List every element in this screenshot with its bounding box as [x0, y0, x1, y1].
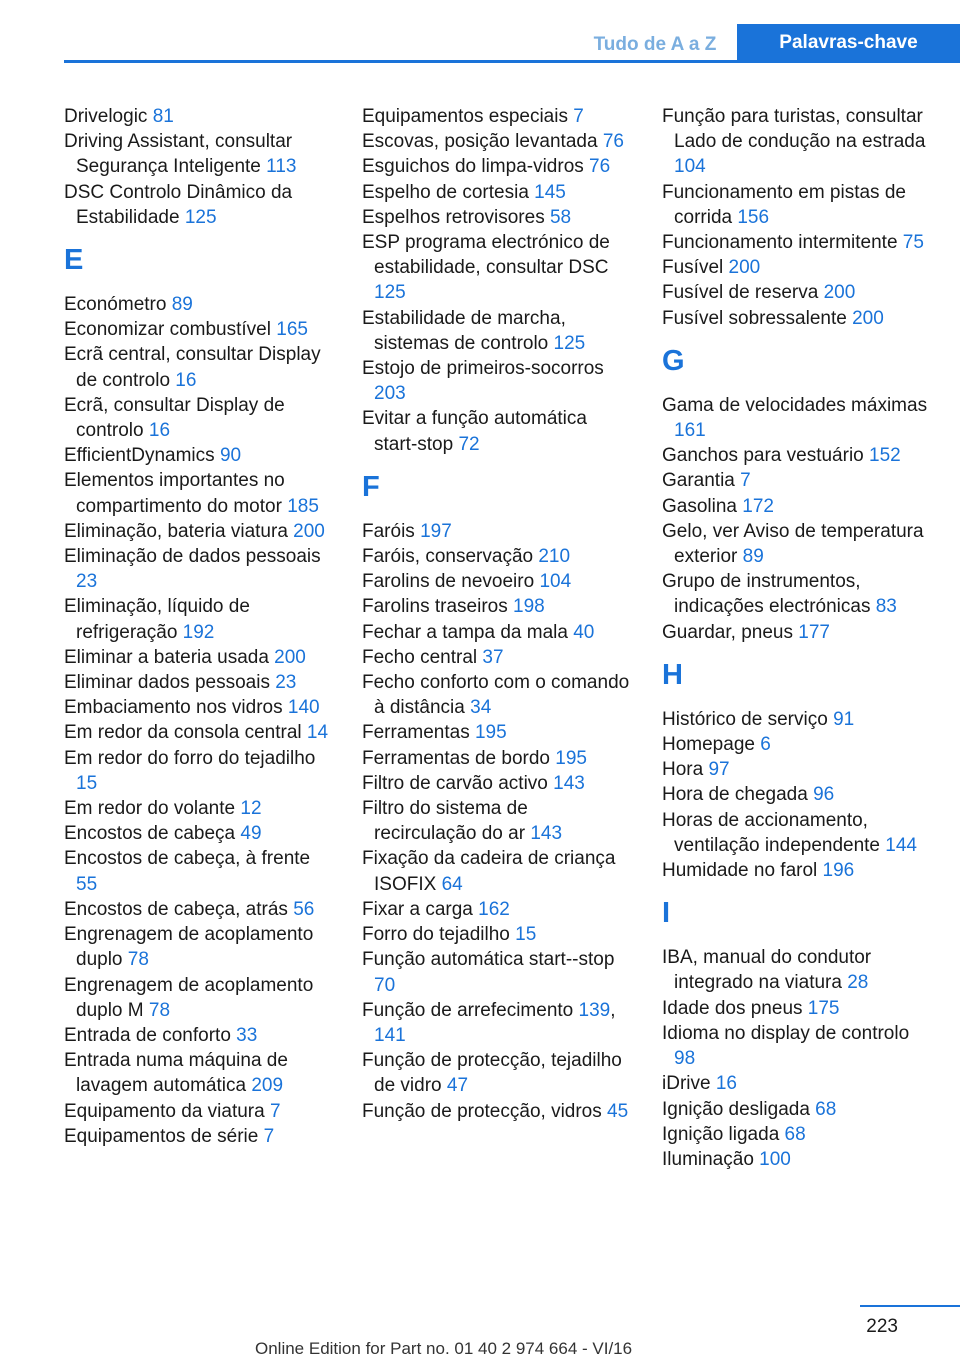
entry-term: Economizar combustível	[64, 319, 271, 341]
index-entry	[662, 1122, 932, 1147]
entry-term: Engrenagem de acoplamento duplo	[64, 924, 314, 971]
entry-term: Ecrã, consultar Display de controlo	[64, 394, 285, 442]
page-link[interactable]: 64	[441, 873, 463, 895]
index-entry	[662, 996, 932, 1021]
page-link[interactable]: 47	[446, 1075, 469, 1097]
index-entry	[64, 645, 334, 670]
footer-rule	[860, 1305, 960, 1307]
page-link[interactable]: 81	[152, 106, 174, 127]
index-entry	[662, 104, 932, 180]
tab-keywords[interactable]: Palavras-chave	[737, 24, 960, 62]
index-entry	[64, 973, 334, 1023]
entry-term: Ignição ligada	[662, 1123, 780, 1145]
page-link[interactable]: 200	[293, 520, 325, 542]
entry-term: Função para turistas, consultar Lado de condução na estrada	[662, 106, 926, 153]
page-link[interactable]: 72	[458, 433, 480, 455]
tab-all-a-to-z[interactable]: Tudo de A a Z	[593, 34, 717, 55]
index-entry	[662, 306, 932, 331]
entry-term: Fixação da cadeira de criança ISOFIX	[362, 848, 616, 895]
page-link[interactable]: 104	[539, 571, 572, 593]
entry-term: Eliminar a bateria usada	[64, 646, 269, 668]
page-link[interactable]: 198	[513, 596, 545, 618]
page-link[interactable]: 7	[573, 106, 584, 127]
entry-term: Funcionamento intermitente	[662, 232, 898, 254]
entry-term: Eliminar dados pessoais	[64, 672, 270, 694]
page-link[interactable]: 195	[474, 722, 507, 744]
entry-term: Ecrã central, consultar Display de controlo	[64, 344, 321, 391]
index-entry	[64, 104, 334, 129]
page-link[interactable]: 68	[815, 1098, 837, 1120]
page-link[interactable]: 75	[902, 232, 924, 254]
index-entry	[662, 1071, 932, 1096]
entry-term: Encostos de cabeça, à frente	[64, 848, 311, 870]
index-entry	[362, 796, 632, 846]
index-entry	[662, 569, 932, 619]
page-link[interactable]: 140	[287, 697, 320, 719]
entry-term: Grupo de instrumentos, indicações electrónicas	[662, 571, 871, 618]
index-entry	[64, 746, 334, 796]
entry-term: Iluminação	[662, 1148, 754, 1170]
page-link[interactable]: 49	[240, 823, 262, 845]
index-entry	[662, 443, 932, 468]
entry-term: Farolins traseiros	[362, 596, 508, 618]
index-entry	[64, 393, 334, 443]
entry-term: Ferramentas	[362, 722, 470, 744]
index-entry	[64, 922, 334, 972]
index-entry	[662, 620, 932, 645]
index-entry	[362, 129, 632, 154]
page-link[interactable]: 16	[148, 420, 171, 442]
page-link[interactable]: 45	[607, 1100, 629, 1122]
page-link[interactable]: 165	[276, 319, 308, 341]
page-link[interactable]: 175	[807, 997, 840, 1019]
page-link[interactable]: 14	[306, 722, 329, 744]
page-link[interactable]: 125	[374, 282, 406, 304]
entry-term: Histórico de serviço	[662, 708, 828, 730]
index-entry	[362, 544, 632, 569]
entry-term: Ignição desligada	[662, 1098, 810, 1120]
entry-term: DSC Controlo Dinâmico da Estabilidade	[64, 181, 293, 228]
section-letter: F	[362, 470, 380, 503]
entry-term: Função automática start--stop	[362, 949, 615, 971]
entry-term: Fecho conforto com o comando à distância	[362, 672, 630, 719]
entry-term: Filtro do sistema de recirculação do ar	[362, 798, 528, 845]
index-entry	[662, 255, 932, 280]
index-entry	[662, 230, 932, 255]
entry-term: Estojo de primeiros-socorros	[362, 358, 604, 380]
index-entry	[64, 720, 334, 745]
entry-term: Faróis	[362, 520, 415, 542]
page-link[interactable]: 97	[708, 759, 730, 781]
index-entry	[64, 519, 334, 544]
page-link[interactable]: 152	[869, 445, 901, 467]
entry-term: Farolins de nevoeiro	[362, 571, 535, 593]
page-link[interactable]: 89	[171, 294, 193, 316]
entry-term: Guardar, pneus	[662, 621, 793, 643]
entry-term: Em redor da consola central	[64, 722, 302, 744]
page-link[interactable]: 16	[715, 1073, 737, 1095]
page-link[interactable]: 37	[482, 646, 504, 668]
entry-term: iDrive	[662, 1073, 711, 1095]
page-link[interactable]: 161	[674, 420, 706, 442]
page-link[interactable]: 76	[602, 131, 624, 153]
page-link[interactable]: 28	[847, 972, 869, 994]
index-entry	[662, 468, 932, 493]
entry-term: Elementos importantes no compartimento do motor	[64, 470, 285, 517]
page-link[interactable]: 96	[813, 784, 835, 806]
entry-term: Forro do tejadilho	[362, 924, 510, 946]
page-link[interactable]: 145	[534, 181, 566, 203]
index-entry	[362, 746, 632, 771]
entry-term: Faróis, conservação	[362, 546, 534, 568]
page-link[interactable]: 172	[742, 495, 774, 517]
page-link[interactable]: 104	[674, 156, 706, 178]
page-link[interactable]: 78	[148, 999, 171, 1021]
entry-term: Entrada numa máquina de lavagem automática	[64, 1050, 288, 1097]
entry-term: Gelo, ver Aviso de temperatura exterior	[662, 520, 924, 568]
index-entry	[64, 594, 334, 644]
index-entry	[64, 317, 334, 342]
page-link[interactable]: 78	[127, 949, 149, 971]
index-entry	[362, 947, 632, 997]
index-entry	[362, 569, 632, 594]
entry-term: Hora de chegada	[662, 784, 808, 806]
index-entry	[362, 771, 632, 796]
page-link[interactable]: 76	[589, 156, 611, 178]
entry-term: Evitar a função automática start-stop	[362, 408, 587, 455]
index-entry	[362, 720, 632, 745]
index-entry	[362, 670, 632, 720]
page-link[interactable]: 100	[759, 1148, 791, 1170]
index-entry	[662, 732, 932, 757]
index-entry	[64, 544, 334, 594]
entry-term: Fusível	[662, 257, 724, 279]
index-entry	[362, 594, 632, 619]
page-link[interactable]: 156	[737, 206, 770, 228]
entry-term: Equipamentos especiais	[362, 106, 568, 127]
page-link[interactable]: 40	[573, 621, 595, 643]
index-entry	[362, 897, 632, 922]
index-entry	[362, 620, 632, 645]
entry-term: Eliminação, bateria viatura	[64, 520, 288, 542]
page-link[interactable]: 68	[784, 1123, 806, 1145]
index-entry	[64, 695, 334, 720]
page-link[interactable]: 125	[184, 206, 217, 228]
index-entry	[662, 858, 932, 883]
entry-term: Equipamentos de série	[64, 1125, 259, 1147]
page-link[interactable]: 209	[251, 1075, 284, 1097]
index-column-1	[64, 104, 334, 1149]
entry-term: Driving Assistant, consultar Segurança Inteligente	[64, 131, 293, 178]
index-entry	[64, 468, 334, 518]
index-entry	[64, 897, 334, 922]
index-entry	[662, 494, 932, 519]
index-entry	[64, 1048, 334, 1098]
index-entry	[362, 922, 632, 947]
entry-term: EfficientDynamics	[64, 445, 215, 467]
entry-term: Encostos de cabeça	[64, 823, 236, 845]
index-entry	[362, 645, 632, 670]
page-link[interactable]: 195	[555, 747, 587, 769]
index-entry	[362, 104, 632, 129]
section-letter: I	[662, 897, 671, 930]
entry-term: Eliminação, líquido de refrigeração	[64, 596, 250, 643]
index-entry	[362, 406, 632, 456]
section-letter: E	[64, 244, 84, 277]
entry-term: Idioma no display de controlo	[662, 1022, 910, 1044]
index-entry	[64, 821, 334, 846]
page-link[interactable]: 192	[182, 621, 215, 643]
entry-term: Hora	[662, 759, 704, 781]
index-entry	[662, 393, 932, 443]
entry-term: Embaciamento nos vidros	[64, 697, 283, 719]
entry-term: Estabilidade de marcha, sistemas de controlo	[362, 307, 566, 354]
entry-term: Homepage	[662, 734, 755, 756]
page-link[interactable]: 177	[798, 621, 830, 643]
page-link[interactable]: 58	[549, 206, 572, 228]
page-link[interactable]: 203	[374, 383, 406, 405]
page-link[interactable]: 55	[76, 873, 98, 895]
entry-term: Escovas, posição levantada	[362, 131, 598, 153]
index-entry: Função de arrefecimento 139, 141	[362, 999, 616, 1046]
page-link[interactable]: 34	[470, 697, 492, 719]
index-entry	[662, 945, 932, 995]
page-link[interactable]: 185	[287, 495, 319, 517]
page-link[interactable]: 15	[76, 772, 98, 794]
index-entry	[64, 1124, 334, 1149]
entry-term: IBA, manual do condutor integrado na viatura	[662, 947, 872, 994]
page-link[interactable]: 143	[553, 772, 585, 794]
page-link[interactable]: 7	[263, 1125, 275, 1147]
page-link[interactable]: 125	[553, 332, 586, 354]
index-entry	[362, 154, 632, 179]
index-entry	[64, 670, 334, 695]
page-link[interactable]: 143	[530, 823, 563, 845]
entry-term: Em redor do forro do tejadilho	[64, 747, 316, 769]
page-link[interactable]: 15	[515, 924, 537, 946]
index-entry	[362, 205, 632, 230]
page-link[interactable]: 16	[175, 369, 197, 391]
index-entry	[362, 230, 632, 306]
page-link[interactable]: 90	[219, 445, 242, 467]
page-link[interactable]: 139	[578, 999, 611, 1021]
page-link[interactable]: 83	[875, 596, 897, 618]
entry-term: Fechar a tampa da mala	[362, 621, 568, 643]
section-letter: G	[662, 344, 685, 377]
index-entry	[64, 342, 334, 392]
page-number: 223	[866, 1316, 898, 1337]
edition-footer: Online Edition for Part no. 01 40 2 974 664 - VI/16	[255, 1339, 633, 1358]
page-link[interactable]: 6	[760, 734, 771, 756]
entry-term: Filtro de carvão activo	[362, 772, 548, 794]
entry-term: Encostos de cabeça, atrás	[64, 898, 288, 920]
index-entry	[64, 292, 334, 317]
entry-term: Em redor do volante	[64, 798, 236, 820]
page-link[interactable]: 141	[374, 1024, 406, 1046]
page-header	[0, 24, 960, 62]
entry-term: Funcionamento em pistas de corrida	[662, 181, 906, 228]
index-entry	[662, 757, 932, 782]
index-entry	[662, 1097, 932, 1122]
entry-term: Idade dos pneus	[662, 997, 803, 1019]
index-column-3	[662, 104, 932, 1172]
index-entry	[362, 356, 632, 406]
entry-term: Eliminação de dados pessoais	[64, 546, 321, 568]
index-entry	[362, 180, 632, 205]
page-link[interactable]: 56	[293, 898, 315, 920]
index-entry	[362, 519, 632, 544]
page-link[interactable]: 7	[740, 470, 751, 492]
entry-term: Económetro	[64, 294, 167, 316]
page-link[interactable]: 210	[538, 546, 571, 568]
page-link[interactable]: 89	[742, 546, 764, 568]
entry-term: Engrenagem de acoplamento duplo M	[64, 974, 314, 1021]
index-entry	[662, 519, 932, 569]
page-link[interactable]: 23	[76, 571, 98, 593]
entry-term: Gama de velocidades máximas	[662, 394, 928, 416]
index-entry	[662, 280, 932, 305]
index-entry	[362, 306, 632, 356]
entry-term: Horas de accionamento, ventilação independente	[662, 809, 881, 856]
index-entry	[662, 180, 932, 230]
entry-term: Ferramentas de bordo	[362, 747, 550, 769]
index-column-2	[362, 104, 632, 1124]
entry-term: Gasolina	[662, 495, 737, 517]
entry-term: ESP programa electrónico de estabilidade, consultar DSC	[362, 232, 610, 279]
entry-term: Drivelogic	[64, 106, 148, 127]
index-entry	[662, 707, 932, 732]
entry-term: Espelho de cortesia	[362, 181, 529, 203]
page-link[interactable]: 12	[240, 798, 262, 820]
index-entry	[64, 796, 334, 821]
index-entry	[662, 1021, 932, 1071]
index-entry	[64, 180, 334, 230]
entry-term: Fusível sobressalente	[662, 307, 847, 329]
entry-term: Função de protecção, tejadilho de vidro	[362, 1050, 622, 1097]
page-link[interactable]: 23	[275, 672, 297, 694]
entry-term: Esguichos do limpa-vidros	[362, 156, 584, 178]
header-rule	[64, 60, 960, 63]
entry-term: Equipamento da viatura	[64, 1100, 265, 1122]
page-link[interactable]: 70	[374, 974, 396, 996]
index-entry	[362, 846, 632, 896]
page-link[interactable]: 197	[420, 520, 452, 542]
page-link[interactable]: 113	[266, 156, 297, 178]
page-link[interactable]: 91	[833, 708, 855, 730]
page-link[interactable]: 162	[478, 898, 510, 920]
index-entry	[64, 1023, 334, 1048]
entry-term: Ganchos para vestuário	[662, 445, 864, 467]
index-entry	[662, 782, 932, 807]
entry-term: Fecho central	[362, 646, 478, 668]
index-entry	[64, 129, 334, 179]
index-entry	[64, 846, 334, 896]
index-entry	[64, 443, 334, 468]
page-link[interactable]: 7	[269, 1100, 281, 1122]
index-entry	[64, 1099, 334, 1124]
entry-term: Garantia	[662, 470, 735, 492]
section-letter: H	[662, 658, 683, 691]
index-entry	[662, 1147, 932, 1172]
index-entry	[662, 808, 932, 858]
page-link[interactable]: 200	[274, 646, 306, 668]
page-link[interactable]: 144	[885, 834, 917, 856]
page-link[interactable]: 33	[236, 1024, 258, 1046]
entry-term: Função de protecção, vidros	[362, 1100, 602, 1122]
entry-term: Humidade no farol	[662, 860, 818, 882]
entry-term: Fusível de reserva	[662, 282, 819, 304]
page-link[interactable]: 200	[728, 257, 761, 279]
index-entry	[362, 1048, 632, 1098]
entry-term: Fixar a carga	[362, 898, 473, 920]
entry-term: Função de arrefecimento	[362, 999, 574, 1021]
page-link[interactable]: 200	[823, 282, 856, 304]
page-link[interactable]: 200	[852, 307, 884, 329]
entry-term: Espelhos retrovisores	[362, 206, 545, 228]
index-entry	[362, 1099, 632, 1124]
entry-term: Entrada de conforto	[64, 1024, 231, 1046]
page-link[interactable]: 196	[822, 860, 855, 882]
page-link[interactable]: 98	[674, 1048, 696, 1070]
